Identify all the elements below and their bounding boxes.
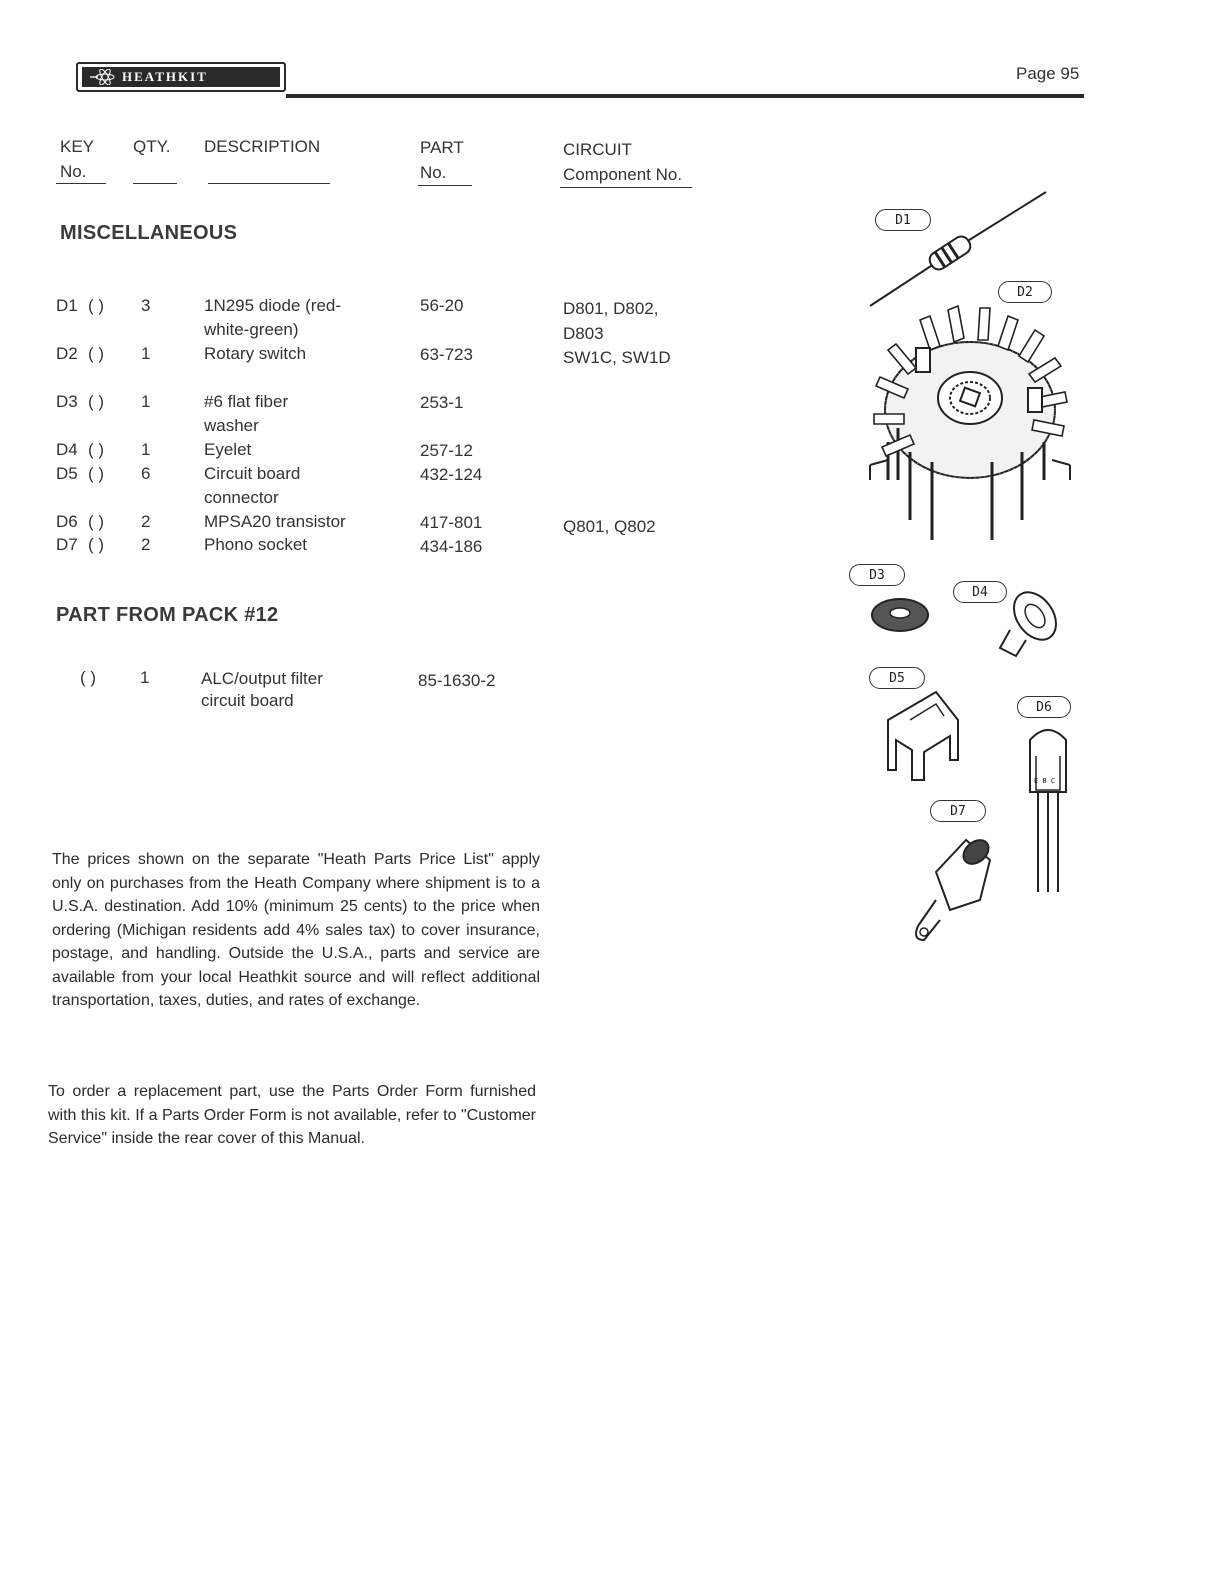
col-description-underline (208, 183, 330, 184)
checkbox[interactable]: ( ) (88, 464, 105, 483)
washer-icon (872, 599, 928, 631)
diagram-label-d4: D4 (953, 581, 1007, 603)
page-number: Page 95 (1016, 64, 1080, 83)
section-part-from-pack: PART FROM PACK #12 (56, 604, 279, 626)
logo-text: HEATHKIT (122, 69, 208, 84)
header-rule (286, 94, 1084, 98)
col-circuit-underline (560, 187, 692, 188)
col-qty: QTY. (133, 137, 171, 156)
logo-band (82, 67, 280, 87)
section-miscellaneous: MISCELLANEOUS (60, 222, 238, 244)
col-description: DESCRIPTION (204, 137, 321, 156)
col-qty-underline (133, 183, 177, 184)
phono-socket-icon (916, 835, 993, 940)
checkbox[interactable]: ( ) (88, 535, 105, 554)
transistor-icon (1030, 730, 1066, 892)
col-part: PART No. (420, 138, 464, 182)
diagram-label-d6: D6 (1017, 696, 1071, 718)
diagram-label-d1: D1 (875, 209, 931, 231)
col-key: KEY No. (60, 137, 95, 181)
diagram-label-d5: D5 (869, 667, 925, 689)
checkbox[interactable]: ( ) (88, 392, 105, 411)
col-part-underline (418, 185, 472, 186)
eyelet-icon (1000, 584, 1065, 656)
transistor-pin-labels: E B C (1034, 777, 1056, 785)
col-key-underline (56, 183, 106, 184)
checkbox[interactable]: ( ) (88, 512, 105, 531)
checkbox[interactable]: ( ) (80, 668, 97, 687)
checkbox[interactable]: ( ) (88, 344, 105, 363)
diagram-label-d3: D3 (849, 564, 905, 586)
checkbox[interactable]: ( ) (88, 296, 105, 315)
checkbox[interactable]: ( ) (88, 440, 105, 459)
connector-icon (888, 692, 958, 780)
order-paragraph: To order a replacement part, use the Parts Order Form furnished with this kit. If a Parts Order Form is not available, refer to "Customer Service" inside the rear cover of this Manual. (48, 1083, 536, 1147)
diagram-label-d2: D2 (998, 281, 1052, 303)
diagram-label-d7: D7 (930, 800, 986, 822)
atom-icon (90, 69, 116, 85)
col-circuit: CIRCUIT Component No. (563, 140, 683, 184)
rotary-switch-icon (870, 306, 1070, 540)
heathkit-logo (76, 62, 286, 92)
prices-paragraph: The prices shown on the separate "Heath Parts Price List" apply only on purchases from the Heath Company where shipment is to a U.S.A. destination. Add 10% (minimum 25 cents) to the price when ordering (Michigan residents add 4% sales tax) to cover insurance, postage, and handling. Outside the U.S.A., parts and service are available from your local Heathkit source and will reflect additional transportation, taxes, duties, and rates of exchange. (52, 851, 540, 1009)
